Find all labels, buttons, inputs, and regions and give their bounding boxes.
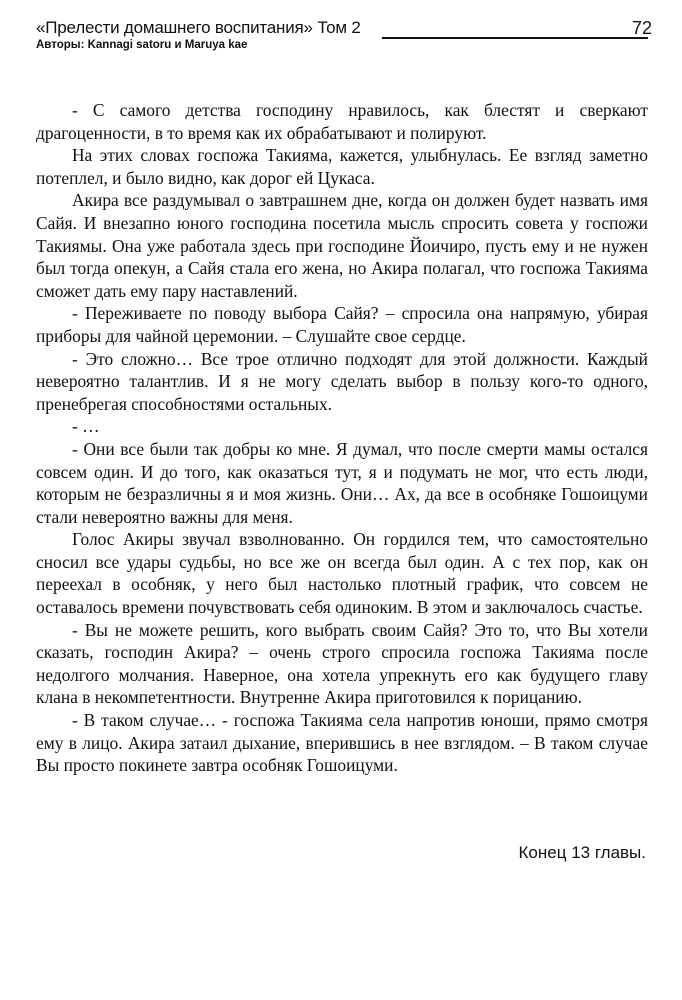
body-text — [36, 99, 648, 777]
header-rule — [382, 37, 648, 39]
paragraph: - Вы не можете решить, кого выбрать своим Сайя? Это то, что Вы хотели сказать, господин Акира? – очень строго спросила госпожа Такияма после недолгого молчания. Наверное, она хотела упрекнуть его как будущего главу клана в некомпетентности. Внутренне Акира приготовился к порицанию. — [36, 619, 648, 708]
page-number: 72 — [631, 18, 652, 38]
paragraph: На этих словах госпожа Такияма, кажется, улыбнулась. Ее взгляд заметно потеплел, и было видно, как дорог ей Цукаса. — [36, 145, 648, 188]
paragraph: - Переживаете по поводу выбора Сайя? – спросила она напрямую, убирая приборы для чайной церемонии. – Слушайте свое сердце. — [36, 303, 648, 346]
paragraph: - В таком случае… - госпожа Такияма села напротив юноши, прямо смотря ему в лицо. Акира затаил дыхание, вперившись в нее взглядом. – В таком случае Вы просто покинете завтра особняк Гошоицуми. — [36, 710, 648, 776]
chapter-end: Конец 13 главы. — [518, 843, 646, 862]
book-authors: Авторы: Kannagi satoru и Maruya kae — [36, 39, 248, 51]
paragraph: - Они все были так добры ко мне. Я думал, что после смерти мамы остался совсем один. И до того, как оказаться тут, я и подумать не мог, что есть люди, которым не безразличны я и моя жизнь. Они… Ах, да все в особняке Гошоицуми стали невероятно важны для меня. — [36, 438, 648, 527]
book-title: «Прелести домашнего воспитания» Том 2 — [36, 18, 361, 37]
paragraph: Голос Акиры звучал взволнованно. Он гордился тем, что самостоятельно сносил все удары судьбы, но все же он всегда был один. А с тех пор, как он переехал в особняк, у него был настолько плотный график, что совсем не оставалось времени почувствовать себя одиноким. В этом и заключалось счастье. — [36, 529, 648, 618]
paragraph: - Это сложно… Все трое отлично подходят для этой должности. Каждый невероятно талантлив. И я не могу сделать выбор в пользу кого-то одного, пренебрегая способностями остальных. — [36, 348, 648, 414]
paragraph: Акира все раздумывал о завтрашнем дне, когда он должен будет назвать имя Сайя. И внезапно юного господина посетила мысль спросить совета у госпожи Такиямы. Она уже работала здесь при господине Йоичиро, пусть ему и не нужен был тогда опекун, а Сайя стала его жена, но Акира полагал, что госпожа Такияма сможет дать ему пару наставлений. — [36, 190, 648, 301]
paragraph: - … — [72, 416, 100, 437]
paragraph: - С самого детства господину нравилось, как блестят и сверкают драгоценности, в то время как их обрабатывают и полируют. — [36, 100, 648, 143]
page-header — [36, 18, 648, 52]
